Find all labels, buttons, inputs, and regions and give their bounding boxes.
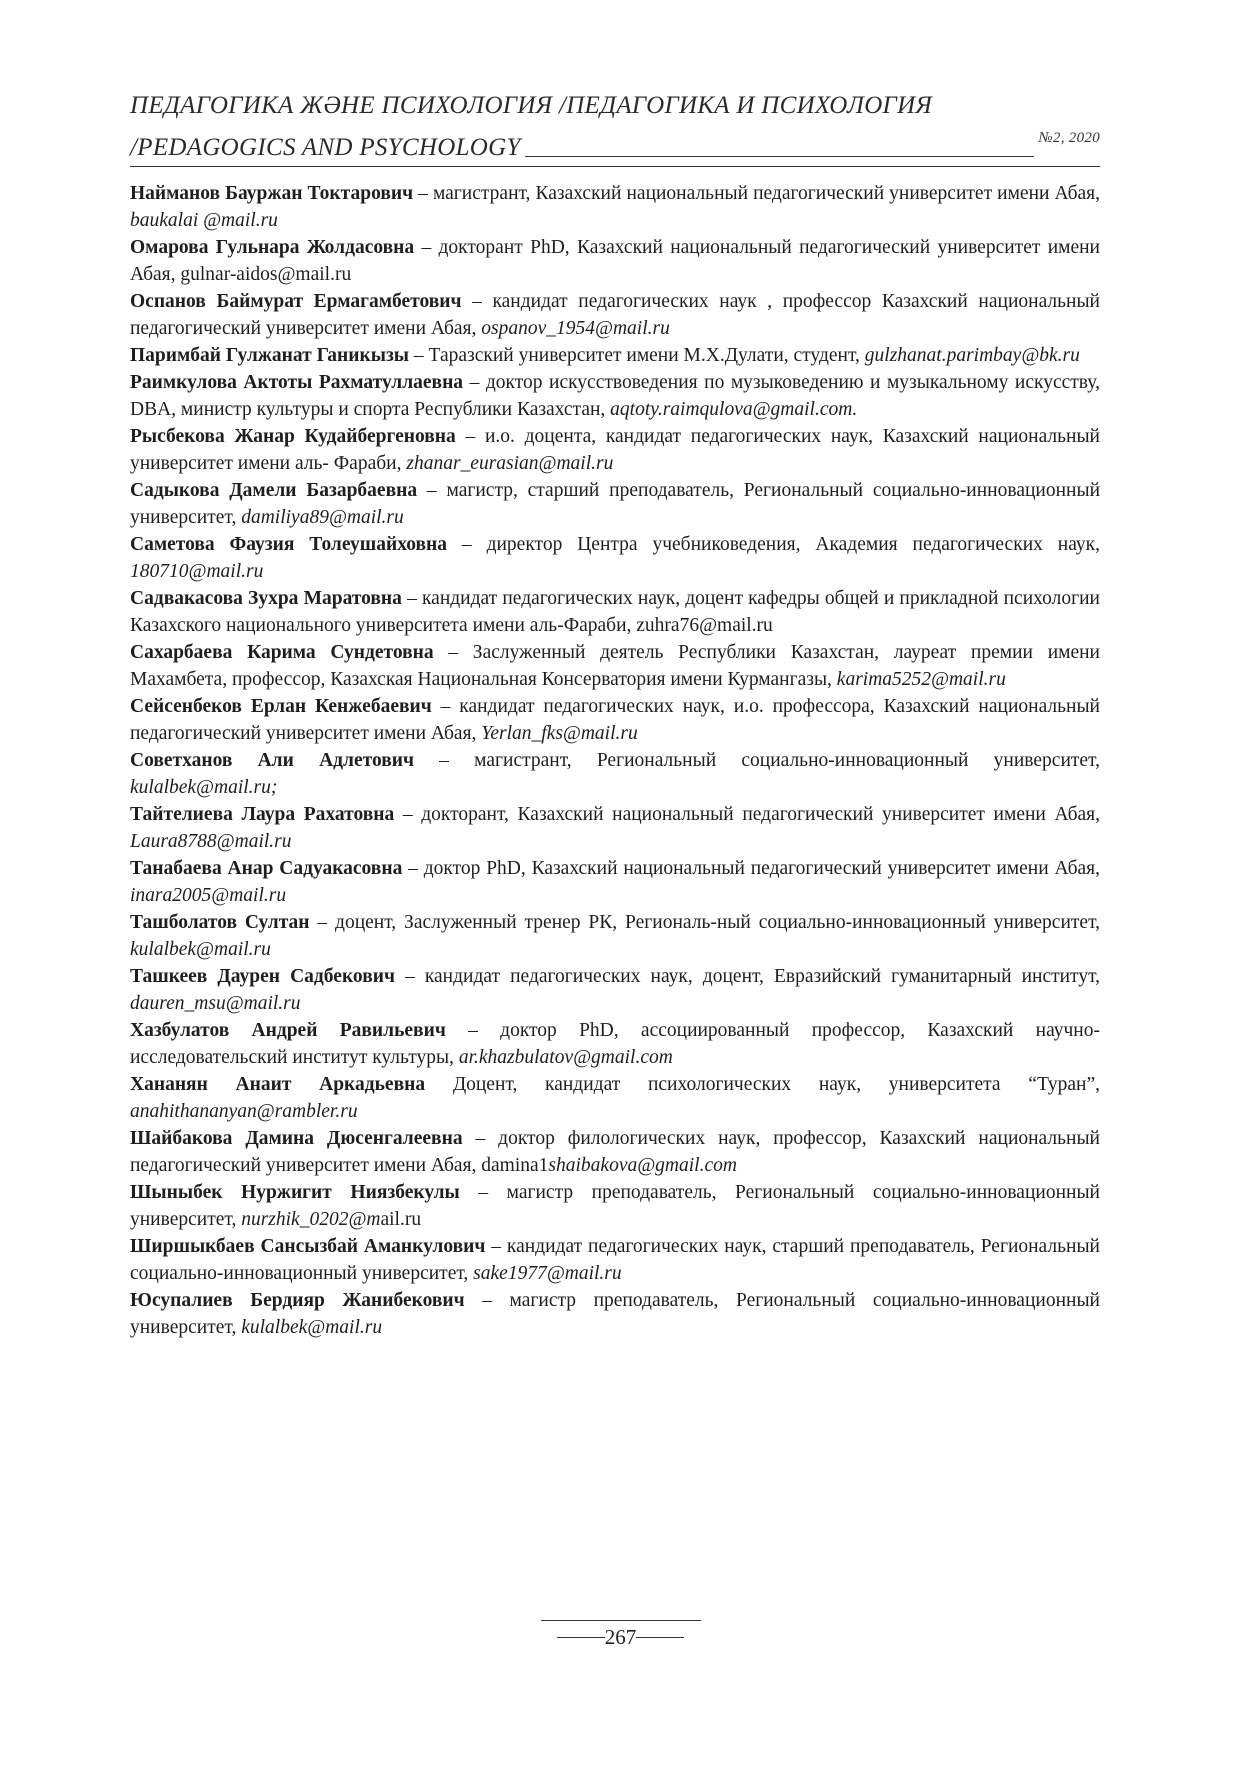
issue-number: №2, 2020 bbox=[1038, 130, 1100, 146]
running-header bbox=[130, 90, 1100, 167]
author-info: – директор Центра учебниковедения, Академия педагогических наук, bbox=[447, 534, 1100, 555]
author-info: – доктор PhD, ассоциированный профессор, Казахский научно-исследовательский институт культуры, bbox=[130, 1020, 1100, 1068]
author-entry bbox=[130, 1017, 1100, 1071]
author-info: – магистр, старший преподаватель, Региональный социально-инновационный университет, bbox=[130, 480, 1100, 528]
author-info: – магистр преподаватель, Региональный социально-инновационный университет, bbox=[130, 1290, 1100, 1338]
author-info: – доцент, Заслуженный тренер РК, Региональ-ный социально-инновационный университет, bbox=[309, 912, 1100, 933]
author-name: Шайбакова Дамина Дюсенгалеевна bbox=[130, 1128, 463, 1149]
author-name: Омарова Гульнара Жолдасовна bbox=[130, 237, 415, 258]
author-name: Сахарбаева Карима Сундетовна bbox=[130, 642, 434, 663]
author-name: Садыкова Дамели Базарбаевна bbox=[130, 480, 418, 501]
author-entry bbox=[130, 801, 1100, 855]
author-entry bbox=[130, 531, 1100, 585]
author-info: – магистр преподаватель, Региональный социально-инновационный университет, bbox=[130, 1182, 1100, 1230]
author-info: – кандидат педагогических наук, и.о. профессора, Казахский национальный педагогический университет имени Абая, bbox=[130, 696, 1100, 744]
journal-title-line1: ПЕДАГОГИКА ЖӘНЕ ПСИХОЛОГИЯ /ПЕДАГОГИКА И ПСИХОЛОГИЯ bbox=[130, 92, 933, 119]
author-email[interactable]: aqtoty.raimqulova@gmail.com. bbox=[610, 399, 858, 420]
author-name: Садвакасова Зухра Маратовна bbox=[130, 588, 402, 609]
author-info: – доктор филологических наук, профессор, Казахский национальный педагогический университет имени Абая, damina1 bbox=[130, 1128, 1100, 1176]
author-name: Раимкулова Актоты Рахматуллаевна bbox=[130, 372, 464, 393]
author-email[interactable]: sake1977@mail.ru bbox=[473, 1263, 622, 1284]
author-entry bbox=[130, 855, 1100, 909]
author-entry bbox=[130, 288, 1100, 342]
author-name: Танабаева Анар Садуакасовна bbox=[130, 858, 403, 879]
author-name: Оспанов Баймурат Ермагамбетович bbox=[130, 291, 462, 312]
journal-title-line2: /PEDAGOGICS AND PSYCHOLOGY bbox=[130, 134, 521, 161]
author-entry bbox=[130, 639, 1100, 693]
author-name: Хананян Анаит Аркадьевна bbox=[130, 1074, 426, 1095]
author-entry bbox=[130, 234, 1100, 288]
author-entry bbox=[130, 1179, 1100, 1233]
header-rule bbox=[130, 166, 1100, 167]
author-entry bbox=[130, 423, 1100, 477]
author-info: – Заслуженный деятель Республики Казахстан, лауреат премии имени Махамбета, профессор, Казахская Национальная Консерватория имени Курмангазы, bbox=[130, 642, 1100, 690]
author-email[interactable]: anahithananyan@rambler.ru bbox=[130, 1101, 358, 1122]
author-name: Найманов Бауржан Токтарович bbox=[130, 183, 414, 204]
author-name: Саметова Фаузия Толеушайховна bbox=[130, 534, 448, 555]
page-number-row bbox=[557, 1625, 685, 1650]
footer-left-rule bbox=[557, 1637, 605, 1638]
author-email[interactable]: damiliya89@mail.ru bbox=[241, 507, 404, 528]
author-name: Хазбулатов Андрей Равильевич bbox=[130, 1020, 446, 1041]
author-info: – кандидат педагогических наук, доцент, Евразийский гуманитарный институт, bbox=[394, 966, 1100, 987]
author-email[interactable]: dauren_msu@mail.ru bbox=[130, 993, 301, 1014]
author-name: Паримбай Гулжанат Ганикызы bbox=[130, 345, 410, 366]
author-email[interactable]: 180710@mail.ru bbox=[130, 561, 264, 582]
author-entry bbox=[130, 1071, 1100, 1125]
author-entry bbox=[130, 747, 1100, 801]
author-email[interactable]: ar.khazbulatov@gmail.com bbox=[458, 1047, 673, 1068]
author-email[interactable]: baukalai @mail.ru bbox=[130, 210, 278, 231]
author-entry bbox=[130, 342, 1100, 369]
author-email[interactable]: kulalbek@mail.ru bbox=[241, 1317, 383, 1338]
author-name: Юсупалиев Бердияр Жанибекович bbox=[130, 1290, 465, 1311]
author-info: – доктор искусствоведения по музыковедению и музыкальному искусству, DBA, министр культуры и спорта Республики Казахстан, bbox=[130, 372, 1100, 420]
author-info: – кандидат педагогических наук, старший преподаватель, Региональный социально-инновационный университет, bbox=[130, 1236, 1100, 1284]
author-email[interactable]: inara2005@mail.ru bbox=[130, 885, 287, 906]
author-name: Ташкеев Даурен Садбекович bbox=[130, 966, 395, 987]
author-entry bbox=[130, 180, 1100, 234]
header-underline bbox=[525, 155, 1035, 157]
author-name: Тайтелиева Лаура Рахатовна bbox=[130, 804, 395, 825]
author-info: – докторант, Казахский национальный педагогический университет имени Абая, bbox=[394, 804, 1100, 825]
author-name: Ташболатов Султан bbox=[130, 912, 310, 933]
author-entry bbox=[130, 585, 1100, 639]
author-entry bbox=[130, 477, 1100, 531]
author-info: – магистрант, Региональный социально-инновационный университет, bbox=[413, 750, 1100, 771]
author-email-tail: ail.ru bbox=[380, 1209, 422, 1230]
footer-top-rule bbox=[541, 1620, 701, 1621]
author-info: – и.о. доцента, кандидат педагогических наук, Казахский национальный университет имени аль- Фараби, bbox=[130, 426, 1100, 474]
author-info: Доцент, кандидат психологических наук, университета “Туран”, bbox=[425, 1074, 1100, 1095]
author-email[interactable]: shaibakova@gmail.com bbox=[548, 1155, 737, 1176]
author-email[interactable]: Laura8788@mail.ru bbox=[130, 831, 292, 852]
author-name: Ширшыкбаев Сансызбай Аманкулович bbox=[130, 1236, 486, 1257]
author-entry bbox=[130, 1287, 1100, 1341]
author-entry bbox=[130, 1233, 1100, 1287]
author-entry bbox=[130, 1125, 1100, 1179]
author-entry bbox=[130, 963, 1100, 1017]
author-info: – Таразский университет имени М.Х.Дулати, студент, bbox=[409, 345, 865, 366]
author-email[interactable]: ospanov_1954@mail.ru bbox=[481, 318, 670, 339]
author-email[interactable]: kulalbek@mail.ru; bbox=[130, 777, 278, 798]
footer-right-rule bbox=[636, 1637, 684, 1638]
author-entry bbox=[130, 369, 1100, 423]
page-footer bbox=[0, 1620, 1241, 1650]
author-list bbox=[130, 180, 1100, 1341]
author-email[interactable]: Yerlan_fks@mail.ru bbox=[481, 723, 638, 744]
author-email[interactable]: zhanar_eurasian@mail.ru bbox=[406, 453, 614, 474]
author-info: – докторант PhD, Казахский национальный педагогический университет имени Абая, gulnar-aidos@mail.ru bbox=[130, 237, 1100, 285]
author-info: – магистрант, Казахский национальный педагогический университет имени Абая, bbox=[413, 183, 1100, 204]
author-entry bbox=[130, 909, 1100, 963]
author-name: Сейсенбеков Ерлан Кенжебаевич bbox=[130, 696, 432, 717]
author-name: Рысбекова Жанар Кудайбергеновна bbox=[130, 426, 456, 447]
author-name: Шыныбек Нуржигит Ниязбекулы bbox=[130, 1182, 460, 1203]
page-number: 267 bbox=[604, 1625, 637, 1649]
author-info: – кандидат педагогических наук , профессор Казахский национальный педагогический университет имени Абая, bbox=[130, 291, 1100, 339]
author-entry bbox=[130, 693, 1100, 747]
author-email[interactable]: kulalbek@mail.ru bbox=[130, 939, 271, 960]
author-info: – доктор PhD, Казахский национальный педагогический университет имени Абая, bbox=[402, 858, 1100, 879]
author-email[interactable]: karima5252@mail.ru bbox=[836, 669, 1006, 690]
author-email[interactable]: nurzhik_0202@m bbox=[241, 1209, 381, 1230]
author-name: Советханов Али Адлетович bbox=[130, 750, 414, 771]
author-email[interactable]: gulzhanat.parimbay@bk.ru bbox=[864, 345, 1080, 366]
author-info: – кандидат педагогических наук, доцент кафедры общей и прикладной психологии Казахского национального университета имени аль-Фараби, zuhra76@mail.ru bbox=[130, 588, 1100, 636]
journal-title-line2-row bbox=[130, 122, 1100, 164]
